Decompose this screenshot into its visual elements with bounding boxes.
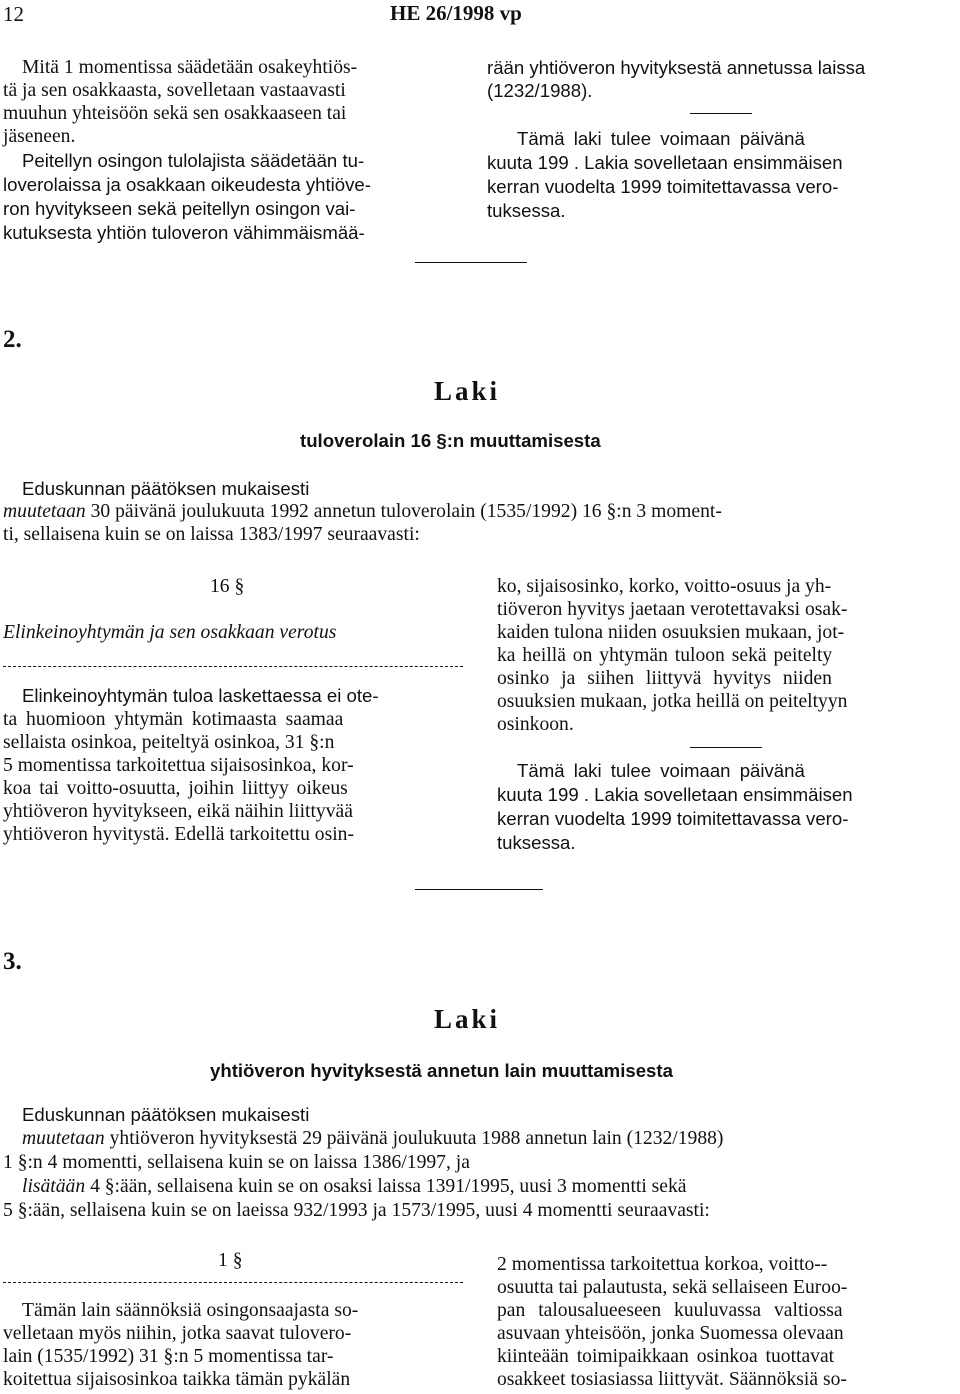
law-title: Laki — [434, 376, 501, 406]
text-line: osuutta tai palautusta, sekä sellaiseen Euroo- — [497, 1277, 848, 1298]
text-line: kuuta 199 . Lakia sovelletaan ensimmäisen — [497, 784, 853, 805]
text-line: ka heillä on yhtymän tuloon sekä peitelty — [497, 645, 833, 666]
text-line: osakkeet tosiasiassa liittyvät. Säännöksiä so- — [497, 1369, 847, 1390]
text-line: rään yhtiöveron hyvityksestä annetussa laissa — [487, 57, 866, 78]
section-divider — [690, 113, 752, 114]
page-number: 12 — [3, 2, 24, 26]
intro-text: yhtiöveron hyvityksestä 29 päivänä joulukuuta 1988 annetun lain (1232/1988) — [109, 1128, 724, 1149]
text-line: 5 momentissa tarkoitettua sijaisosinkoa, kor- — [3, 755, 354, 776]
text-line: (1232/1988). — [487, 80, 593, 101]
text-line: kaiden tulona niiden osuuksien mukaan, jot- — [497, 622, 845, 643]
text-line: tiöveron hyvitys jaetaan verotettavaksi osak- — [497, 599, 848, 620]
document-id: HE 26/1998 vp — [390, 1, 522, 25]
enactment-clause: Eduskunnan päätöksen mukaisesti — [22, 1104, 310, 1125]
section-heading: Elinkeinoyhtymän ja sen osakkaan verotus — [3, 622, 337, 643]
text-line: osinko ja siihen liittyvä hyvitys niiden — [497, 668, 832, 689]
text-line: koitettua sijaisosinkoa taikka tämän pykälän — [3, 1369, 351, 1390]
text-line: velletaan myös niihin, jotka saavat tulovero- — [3, 1323, 352, 1344]
text-line: tä ja sen osakkaasta, sovelletaan vastaavasti — [3, 80, 346, 101]
law-title: Laki — [434, 1004, 501, 1034]
text-line: ron hyvitykseen sekä peitellyn osingon vai- — [3, 198, 356, 219]
text-line: osinkoon. — [497, 714, 574, 735]
text-line: Peitellyn osingon tulolajista säädetään tu- — [22, 150, 365, 171]
text-line: lain (1535/1992) 31 §:n 5 momentissa tar- — [3, 1346, 334, 1367]
text-line: kerran vuodelta 1999 toimitettavassa vero- — [497, 808, 849, 829]
intro-line — [22, 1176, 687, 1198]
text-line: Elinkeinoyhtymän tuloa laskettaessa ei ote- — [22, 685, 379, 706]
law-number: 3. — [3, 948, 22, 975]
text-line: Tämä laki tulee voimaan päivänä — [517, 128, 805, 149]
text-line: koa tai voitto-osuutta, joihin liittyy oikeus — [3, 778, 348, 799]
intro-line: ti, sellaisena kuin se on laissa 1383/1997 seuraavasti: — [3, 524, 420, 545]
omitted-text-marker — [3, 666, 463, 667]
law-separator — [415, 889, 543, 890]
amend-keyword: muutetaan — [22, 1128, 105, 1149]
intro-line — [22, 1128, 723, 1150]
text-line: Mitä 1 momentissa säädetään osakeyhtiös- — [22, 57, 358, 78]
add-keyword: lisätään — [22, 1176, 86, 1197]
text-line: pan talousalueeseen kuuluvassa valtiossa — [497, 1300, 843, 1321]
text-line: ko, sijaisosinko, korko, voitto-osuus ja yh- — [497, 576, 832, 597]
text-line: sellaista osinkoa, peiteltyä osinkoa, 31 §:n — [3, 732, 335, 753]
intro-line: 1 §:n 4 momentti, sellaisena kuin se on laissa 1386/1997, ja — [3, 1152, 470, 1173]
text-line: muuhun yhteisöön sekä sen osakkaaseen tai — [3, 103, 347, 124]
text-line: loverolaissa ja osakkaan oikeudesta yhtiöve- — [3, 174, 371, 195]
intro-text: 4 §:ään, sellaisena kuin se on osaksi laissa 1391/1995, uusi 3 momentti sekä — [90, 1176, 687, 1197]
law-separator — [415, 262, 527, 263]
text-line: yhtiöveron hyvitykseen, eikä näihin liittyvää — [3, 801, 353, 822]
law-number: 2. — [3, 326, 22, 353]
text-line: kuuta 199 . Lakia sovelletaan ensimmäisen — [487, 152, 843, 173]
enactment-clause: Eduskunnan päätöksen mukaisesti — [22, 478, 310, 499]
section-number: 16 § — [210, 576, 245, 597]
text-line: Tämän lain säännöksiä osingonsaajasta so- — [22, 1300, 359, 1321]
text-line: 2 momentissa tarkoitettua korkoa, voitto-- — [497, 1254, 828, 1275]
text-line: kutuksesta yhtiön tuloveron vähimmäismää- — [3, 222, 365, 243]
omitted-text-marker — [3, 1282, 463, 1283]
section-number: 1 § — [218, 1250, 243, 1271]
text-line: tuksessa. — [487, 200, 566, 221]
text-line: asuvaan yhteisöön, jonka Suomessa olevaan — [497, 1323, 844, 1344]
text-line: Tämä laki tulee voimaan päivänä — [517, 760, 805, 781]
amend-keyword: muutetaan — [3, 501, 86, 522]
law-subtitle: tuloverolain 16 §:n muuttamisesta — [300, 430, 601, 451]
text-line: yhtiöveron hyvitystä. Edellä tarkoitettu osin- — [3, 824, 354, 845]
text-line: kiinteään toimipaikkaan osinkoa tuottavat — [497, 1346, 835, 1367]
intro-line: 5 §:ään, sellaisena kuin se on laeissa 932/1993 ja 1573/1995, uusi 4 momentti seuraavasti: — [3, 1200, 710, 1221]
law-subtitle: yhtiöveron hyvityksestä annetun lain muuttamisesta — [210, 1060, 673, 1081]
text-line: ta huomioon yhtymän kotimaasta saamaa — [3, 709, 344, 730]
text-line: jäseneen. — [3, 126, 76, 147]
intro-text: 30 päivänä joulukuuta 1992 annetun tuloverolain (1535/1992) 16 §:n 3 moment- — [90, 501, 722, 522]
text-line: osuuksien mukaan, jotka heillä on peiteltyyn — [497, 691, 848, 712]
text-line: tuksessa. — [497, 832, 576, 853]
text-line: kerran vuodelta 1999 toimitettavassa vero- — [487, 176, 839, 197]
intro-line — [3, 501, 722, 523]
section-divider — [690, 747, 762, 748]
